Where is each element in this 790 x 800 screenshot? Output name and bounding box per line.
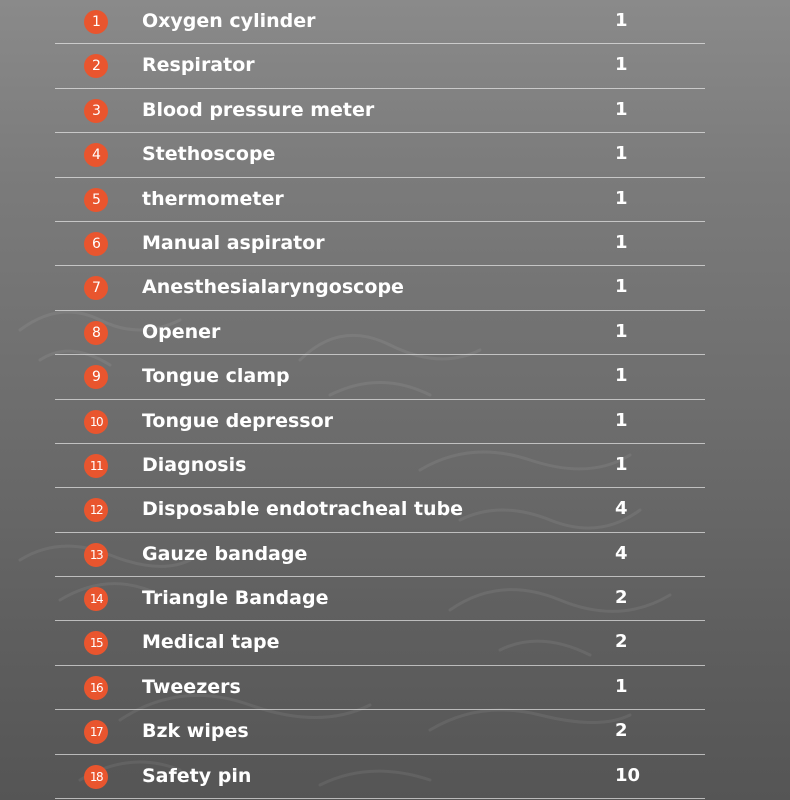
item-name: Medical tape [142, 631, 280, 654]
item-number-badge: 1 [84, 10, 108, 34]
item-name: thermometer [142, 187, 284, 210]
list-item [55, 488, 705, 532]
list-item [55, 133, 705, 177]
item-name: Bzk wipes [142, 720, 249, 743]
item-name: Stethoscope [142, 143, 276, 166]
item-quantity: 1 [615, 187, 628, 209]
item-quantity: 1 [615, 320, 628, 342]
item-quantity: 1 [615, 98, 628, 120]
item-number-badge: 8 [84, 321, 108, 345]
item-number-badge: 14 [84, 587, 108, 611]
list-item [55, 755, 705, 799]
list-item [55, 0, 705, 44]
item-quantity: 2 [615, 587, 628, 609]
item-name: Oxygen cylinder [142, 10, 316, 32]
item-name: Diagnosis [142, 453, 247, 476]
item-name: Tongue depressor [142, 409, 334, 432]
item-name: Respirator [142, 54, 255, 77]
list-item [55, 400, 705, 444]
item-name: Manual aspirator [142, 231, 325, 254]
item-quantity: 1 [615, 54, 628, 76]
equipment-list [55, 0, 705, 800]
item-quantity: 1 [615, 453, 628, 475]
list-item [55, 533, 705, 577]
item-name: Tongue clamp [142, 365, 290, 388]
list-item [55, 222, 705, 266]
list-item [55, 44, 705, 88]
item-name: Gauze bandage [142, 542, 308, 565]
item-number-badge: 18 [84, 765, 108, 789]
item-quantity: 4 [615, 498, 628, 520]
item-number-badge: 2 [84, 54, 108, 78]
item-name: Opener [142, 320, 221, 343]
item-number-badge: 11 [84, 454, 108, 478]
item-quantity: 4 [615, 542, 628, 564]
item-number-badge: 12 [84, 498, 108, 522]
item-quantity: 2 [615, 631, 628, 653]
item-quantity: 1 [615, 409, 628, 431]
item-number-badge: 6 [84, 232, 108, 256]
item-number-badge: 17 [84, 720, 108, 744]
list-item [55, 621, 705, 665]
list-item [55, 355, 705, 399]
item-number-badge: 5 [84, 188, 108, 212]
item-quantity: 1 [615, 276, 628, 298]
item-name: Blood pressure meter [142, 98, 375, 121]
item-name: Safety pin [142, 764, 252, 787]
list-item [55, 444, 705, 488]
list-item [55, 666, 705, 710]
list-item [55, 266, 705, 310]
item-quantity: 1 [615, 231, 628, 253]
item-quantity: 1 [615, 365, 628, 387]
item-name: Anesthesialaryngoscope [142, 276, 404, 299]
item-quantity: 1 [615, 675, 628, 697]
item-quantity: 1 [615, 10, 628, 31]
item-quantity: 10 [615, 764, 641, 786]
list-item [55, 577, 705, 621]
item-quantity: 1 [615, 143, 628, 165]
list-item [55, 89, 705, 133]
item-name: Disposable endotracheal tube [142, 498, 464, 521]
list-item [55, 311, 705, 355]
item-number-badge: 3 [84, 99, 108, 123]
item-number-badge: 15 [84, 631, 108, 655]
item-number-badge: 7 [84, 276, 108, 300]
item-name: Tweezers [142, 675, 241, 698]
list-item [55, 710, 705, 754]
item-number-badge: 16 [84, 676, 108, 700]
item-number-badge: 10 [84, 410, 108, 434]
item-quantity: 2 [615, 720, 628, 742]
list-item [55, 178, 705, 222]
item-number-badge: 4 [84, 143, 108, 167]
item-number-badge: 9 [84, 365, 108, 389]
item-name: Triangle Bandage [142, 587, 329, 610]
item-number-badge: 13 [84, 543, 108, 567]
